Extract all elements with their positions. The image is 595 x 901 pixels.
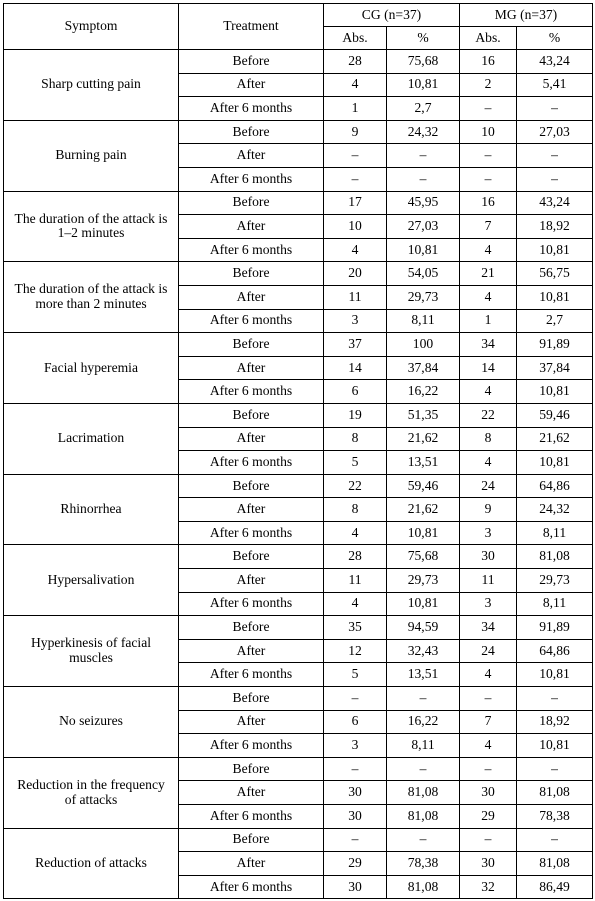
mg-pct-cell: 81,08 bbox=[517, 781, 593, 805]
mg-abs-cell: 14 bbox=[460, 356, 517, 380]
mg-abs-cell: 3 bbox=[460, 592, 517, 616]
cg-abs-cell: 3 bbox=[324, 309, 387, 333]
mg-pct-cell: 8,11 bbox=[517, 521, 593, 545]
cg-pct-cell: 94,59 bbox=[387, 616, 460, 640]
cg-abs-cell: 4 bbox=[324, 238, 387, 262]
treatment-cell: After 6 months bbox=[179, 805, 324, 829]
treatment-cell: After 6 months bbox=[179, 734, 324, 758]
cg-pct-cell: 100 bbox=[387, 333, 460, 357]
cg-pct-cell: 16,22 bbox=[387, 380, 460, 404]
cg-abs-cell: – bbox=[324, 757, 387, 781]
table-body bbox=[4, 4, 593, 899]
cg-abs-cell: 8 bbox=[324, 427, 387, 451]
table-row bbox=[4, 50, 593, 74]
cg-pct-cell: – bbox=[387, 144, 460, 168]
cg-pct-cell: 24,32 bbox=[387, 120, 460, 144]
cg-abs-cell: 6 bbox=[324, 710, 387, 734]
cg-abs-cell: 4 bbox=[324, 521, 387, 545]
symptom-cell: Sharp cutting pain bbox=[4, 50, 179, 121]
mg-pct-cell: – bbox=[517, 828, 593, 852]
mg-abs-cell: 30 bbox=[460, 545, 517, 569]
treatment-cell: Before bbox=[179, 828, 324, 852]
cg-pct-cell: 8,11 bbox=[387, 309, 460, 333]
mg-abs-cell: 4 bbox=[460, 380, 517, 404]
cg-pct-cell: 10,81 bbox=[387, 73, 460, 97]
cg-pct-cell: 13,51 bbox=[387, 663, 460, 687]
cg-abs-cell: 30 bbox=[324, 781, 387, 805]
cg-pct-cell: – bbox=[387, 167, 460, 191]
cg-abs-cell: 14 bbox=[324, 356, 387, 380]
table-row bbox=[4, 545, 593, 569]
mg-abs-cell: 32 bbox=[460, 875, 517, 899]
mg-abs-cell: 16 bbox=[460, 191, 517, 215]
cg-pct-cell: 78,38 bbox=[387, 852, 460, 876]
mg-pct-cell: 29,73 bbox=[517, 569, 593, 593]
mg-pct-cell: 21,62 bbox=[517, 427, 593, 451]
cg-abs-cell: – bbox=[324, 167, 387, 191]
mg-pct-cell: 56,75 bbox=[517, 262, 593, 286]
mg-pct-cell: 64,86 bbox=[517, 474, 593, 498]
mg-pct-cell: 2,7 bbox=[517, 309, 593, 333]
table-row bbox=[4, 828, 593, 852]
symptom-cell: Hyperkinesis of facial muscles bbox=[4, 616, 179, 687]
cg-abs-cell: 17 bbox=[324, 191, 387, 215]
treatment-cell: After bbox=[179, 498, 324, 522]
cg-pct-cell: 10,81 bbox=[387, 592, 460, 616]
treatment-cell: Before bbox=[179, 474, 324, 498]
mg-pct-cell: – bbox=[517, 167, 593, 191]
cg-abs-cell: 37 bbox=[324, 333, 387, 357]
symptom-cell: Reduction of attacks bbox=[4, 828, 179, 899]
table-row bbox=[4, 120, 593, 144]
cg-pct-cell: – bbox=[387, 828, 460, 852]
cg-abs-cell: 28 bbox=[324, 50, 387, 74]
table-row bbox=[4, 474, 593, 498]
cg-abs-cell: 3 bbox=[324, 734, 387, 758]
cg-pct-cell: 54,05 bbox=[387, 262, 460, 286]
cg-pct-cell: – bbox=[387, 757, 460, 781]
cg-abs-cell: 35 bbox=[324, 616, 387, 640]
treatment-cell: Before bbox=[179, 616, 324, 640]
mg-abs-cell: 4 bbox=[460, 451, 517, 475]
mg-abs-cell: 24 bbox=[460, 474, 517, 498]
mg-abs-cell: 9 bbox=[460, 498, 517, 522]
mg-abs-cell: 34 bbox=[460, 616, 517, 640]
symptom-cell: The duration of the attack is 1–2 minutes bbox=[4, 191, 179, 262]
mg-abs-cell: – bbox=[460, 828, 517, 852]
mg-pct-cell: 10,81 bbox=[517, 663, 593, 687]
mg-pct-cell: 27,03 bbox=[517, 120, 593, 144]
mg-abs-cell: 7 bbox=[460, 215, 517, 239]
mg-pct-cell: – bbox=[517, 757, 593, 781]
mg-abs-cell: 30 bbox=[460, 781, 517, 805]
mg-pct-cell: 81,08 bbox=[517, 545, 593, 569]
treatment-cell: After bbox=[179, 215, 324, 239]
cg-pct-cell: – bbox=[387, 687, 460, 711]
header-mg-pct: % bbox=[517, 27, 593, 50]
mg-abs-cell: – bbox=[460, 144, 517, 168]
mg-pct-cell: 10,81 bbox=[517, 734, 593, 758]
mg-pct-cell: 10,81 bbox=[517, 451, 593, 475]
header-cg: CG (n=37) bbox=[324, 4, 460, 27]
cg-abs-cell: 4 bbox=[324, 592, 387, 616]
mg-abs-cell: – bbox=[460, 97, 517, 121]
cg-abs-cell: 5 bbox=[324, 451, 387, 475]
cg-abs-cell: 19 bbox=[324, 403, 387, 427]
header-cg-abs: Abs. bbox=[324, 27, 387, 50]
treatment-cell: After 6 months bbox=[179, 663, 324, 687]
mg-pct-cell: 91,89 bbox=[517, 333, 593, 357]
mg-pct-cell: – bbox=[517, 97, 593, 121]
cg-pct-cell: 81,08 bbox=[387, 805, 460, 829]
treatment-cell: Before bbox=[179, 120, 324, 144]
mg-pct-cell: 24,32 bbox=[517, 498, 593, 522]
symptom-cell: The duration of the attack is more than 2 minutes bbox=[4, 262, 179, 333]
cg-abs-cell: 10 bbox=[324, 215, 387, 239]
mg-abs-cell: 8 bbox=[460, 427, 517, 451]
treatment-cell: After bbox=[179, 639, 324, 663]
mg-pct-cell: 5,41 bbox=[517, 73, 593, 97]
cg-pct-cell: 13,51 bbox=[387, 451, 460, 475]
mg-abs-cell: 2 bbox=[460, 73, 517, 97]
cg-abs-cell: 8 bbox=[324, 498, 387, 522]
treatment-cell: Before bbox=[179, 757, 324, 781]
cg-pct-cell: 81,08 bbox=[387, 781, 460, 805]
cg-abs-cell: 28 bbox=[324, 545, 387, 569]
mg-pct-cell: 43,24 bbox=[517, 50, 593, 74]
treatment-cell: After bbox=[179, 710, 324, 734]
header-cg-pct: % bbox=[387, 27, 460, 50]
treatment-cell: Before bbox=[179, 687, 324, 711]
cg-abs-cell: 11 bbox=[324, 569, 387, 593]
mg-pct-cell: 37,84 bbox=[517, 356, 593, 380]
cg-pct-cell: 2,7 bbox=[387, 97, 460, 121]
mg-abs-cell: 4 bbox=[460, 734, 517, 758]
mg-abs-cell: – bbox=[460, 167, 517, 191]
header-treatment: Treatment bbox=[179, 4, 324, 50]
treatment-cell: After bbox=[179, 73, 324, 97]
symptom-cell: Rhinorrhea bbox=[4, 474, 179, 545]
cg-abs-cell: 1 bbox=[324, 97, 387, 121]
mg-pct-cell: 10,81 bbox=[517, 380, 593, 404]
mg-abs-cell: – bbox=[460, 757, 517, 781]
treatment-cell: After bbox=[179, 144, 324, 168]
header-symptom: Symptom bbox=[4, 4, 179, 50]
cg-pct-cell: 45,95 bbox=[387, 191, 460, 215]
symptom-cell: Hypersalivation bbox=[4, 545, 179, 616]
treatment-cell: After 6 months bbox=[179, 521, 324, 545]
treatment-cell: After bbox=[179, 781, 324, 805]
symptom-cell: Facial hyperemia bbox=[4, 333, 179, 404]
treatment-cell: After bbox=[179, 356, 324, 380]
cg-pct-cell: 81,08 bbox=[387, 875, 460, 899]
cg-pct-cell: 8,11 bbox=[387, 734, 460, 758]
cg-abs-cell: 20 bbox=[324, 262, 387, 286]
header-row bbox=[4, 4, 593, 27]
table-container bbox=[3, 3, 593, 899]
symptom-cell: Burning pain bbox=[4, 120, 179, 191]
mg-pct-cell: – bbox=[517, 144, 593, 168]
cg-abs-cell: 22 bbox=[324, 474, 387, 498]
treatment-cell: After bbox=[179, 569, 324, 593]
mg-pct-cell: 43,24 bbox=[517, 191, 593, 215]
cg-abs-cell: 30 bbox=[324, 805, 387, 829]
symptom-cell: Reduction in the frequency of attacks bbox=[4, 757, 179, 828]
treatment-cell: After 6 months bbox=[179, 875, 324, 899]
table-row bbox=[4, 262, 593, 286]
treatment-cell: After 6 months bbox=[179, 97, 324, 121]
cg-pct-cell: 16,22 bbox=[387, 710, 460, 734]
mg-abs-cell: 4 bbox=[460, 238, 517, 262]
table-row bbox=[4, 403, 593, 427]
mg-pct-cell: 59,46 bbox=[517, 403, 593, 427]
mg-abs-cell: 29 bbox=[460, 805, 517, 829]
mg-pct-cell: 91,89 bbox=[517, 616, 593, 640]
cg-pct-cell: 21,62 bbox=[387, 498, 460, 522]
mg-abs-cell: 21 bbox=[460, 262, 517, 286]
mg-pct-cell: – bbox=[517, 687, 593, 711]
table-row bbox=[4, 616, 593, 640]
cg-abs-cell: – bbox=[324, 144, 387, 168]
cg-pct-cell: 37,84 bbox=[387, 356, 460, 380]
cg-pct-cell: 51,35 bbox=[387, 403, 460, 427]
cg-abs-cell: 29 bbox=[324, 852, 387, 876]
treatment-cell: Before bbox=[179, 403, 324, 427]
mg-abs-cell: 22 bbox=[460, 403, 517, 427]
treatment-cell: After bbox=[179, 427, 324, 451]
symptom-cell: Lacrimation bbox=[4, 403, 179, 474]
cg-pct-cell: 29,73 bbox=[387, 285, 460, 309]
treatment-cell: After 6 months bbox=[179, 238, 324, 262]
mg-pct-cell: 10,81 bbox=[517, 238, 593, 262]
mg-pct-cell: 78,38 bbox=[517, 805, 593, 829]
table-row bbox=[4, 757, 593, 781]
header-mg: MG (n=37) bbox=[460, 4, 593, 27]
header-mg-abs: Abs. bbox=[460, 27, 517, 50]
mg-pct-cell: 18,92 bbox=[517, 215, 593, 239]
treatment-cell: After bbox=[179, 852, 324, 876]
cg-pct-cell: 75,68 bbox=[387, 50, 460, 74]
cg-abs-cell: – bbox=[324, 687, 387, 711]
mg-abs-cell: 10 bbox=[460, 120, 517, 144]
mg-pct-cell: 8,11 bbox=[517, 592, 593, 616]
mg-abs-cell: 16 bbox=[460, 50, 517, 74]
treatment-cell: Before bbox=[179, 262, 324, 286]
cg-abs-cell: 9 bbox=[324, 120, 387, 144]
mg-abs-cell: 1 bbox=[460, 309, 517, 333]
mg-abs-cell: 24 bbox=[460, 639, 517, 663]
mg-abs-cell: 4 bbox=[460, 285, 517, 309]
cg-pct-cell: 32,43 bbox=[387, 639, 460, 663]
mg-abs-cell: 30 bbox=[460, 852, 517, 876]
mg-abs-cell: 3 bbox=[460, 521, 517, 545]
treatment-cell: After 6 months bbox=[179, 309, 324, 333]
cg-abs-cell: 6 bbox=[324, 380, 387, 404]
treatment-cell: After 6 months bbox=[179, 167, 324, 191]
table-row bbox=[4, 191, 593, 215]
mg-abs-cell: 4 bbox=[460, 663, 517, 687]
mg-pct-cell: 18,92 bbox=[517, 710, 593, 734]
symptom-cell: No seizures bbox=[4, 687, 179, 758]
mg-pct-cell: 86,49 bbox=[517, 875, 593, 899]
treatment-cell: Before bbox=[179, 333, 324, 357]
treatment-cell: Before bbox=[179, 50, 324, 74]
mg-pct-cell: 10,81 bbox=[517, 285, 593, 309]
cg-abs-cell: 30 bbox=[324, 875, 387, 899]
cg-pct-cell: 10,81 bbox=[387, 521, 460, 545]
treatment-cell: After 6 months bbox=[179, 592, 324, 616]
cg-pct-cell: 75,68 bbox=[387, 545, 460, 569]
cg-pct-cell: 10,81 bbox=[387, 238, 460, 262]
mg-pct-cell: 81,08 bbox=[517, 852, 593, 876]
cg-abs-cell: – bbox=[324, 828, 387, 852]
treatment-cell: After bbox=[179, 285, 324, 309]
cg-pct-cell: 27,03 bbox=[387, 215, 460, 239]
mg-abs-cell: 7 bbox=[460, 710, 517, 734]
cg-abs-cell: 12 bbox=[324, 639, 387, 663]
symptom-table bbox=[3, 3, 593, 899]
treatment-cell: After 6 months bbox=[179, 380, 324, 404]
mg-abs-cell: 11 bbox=[460, 569, 517, 593]
table-row bbox=[4, 687, 593, 711]
cg-pct-cell: 29,73 bbox=[387, 569, 460, 593]
mg-pct-cell: 64,86 bbox=[517, 639, 593, 663]
treatment-cell: Before bbox=[179, 191, 324, 215]
cg-abs-cell: 4 bbox=[324, 73, 387, 97]
cg-abs-cell: 11 bbox=[324, 285, 387, 309]
mg-abs-cell: 34 bbox=[460, 333, 517, 357]
cg-pct-cell: 59,46 bbox=[387, 474, 460, 498]
table-row bbox=[4, 333, 593, 357]
cg-abs-cell: 5 bbox=[324, 663, 387, 687]
cg-pct-cell: 21,62 bbox=[387, 427, 460, 451]
treatment-cell: Before bbox=[179, 545, 324, 569]
treatment-cell: After 6 months bbox=[179, 451, 324, 475]
mg-abs-cell: – bbox=[460, 687, 517, 711]
